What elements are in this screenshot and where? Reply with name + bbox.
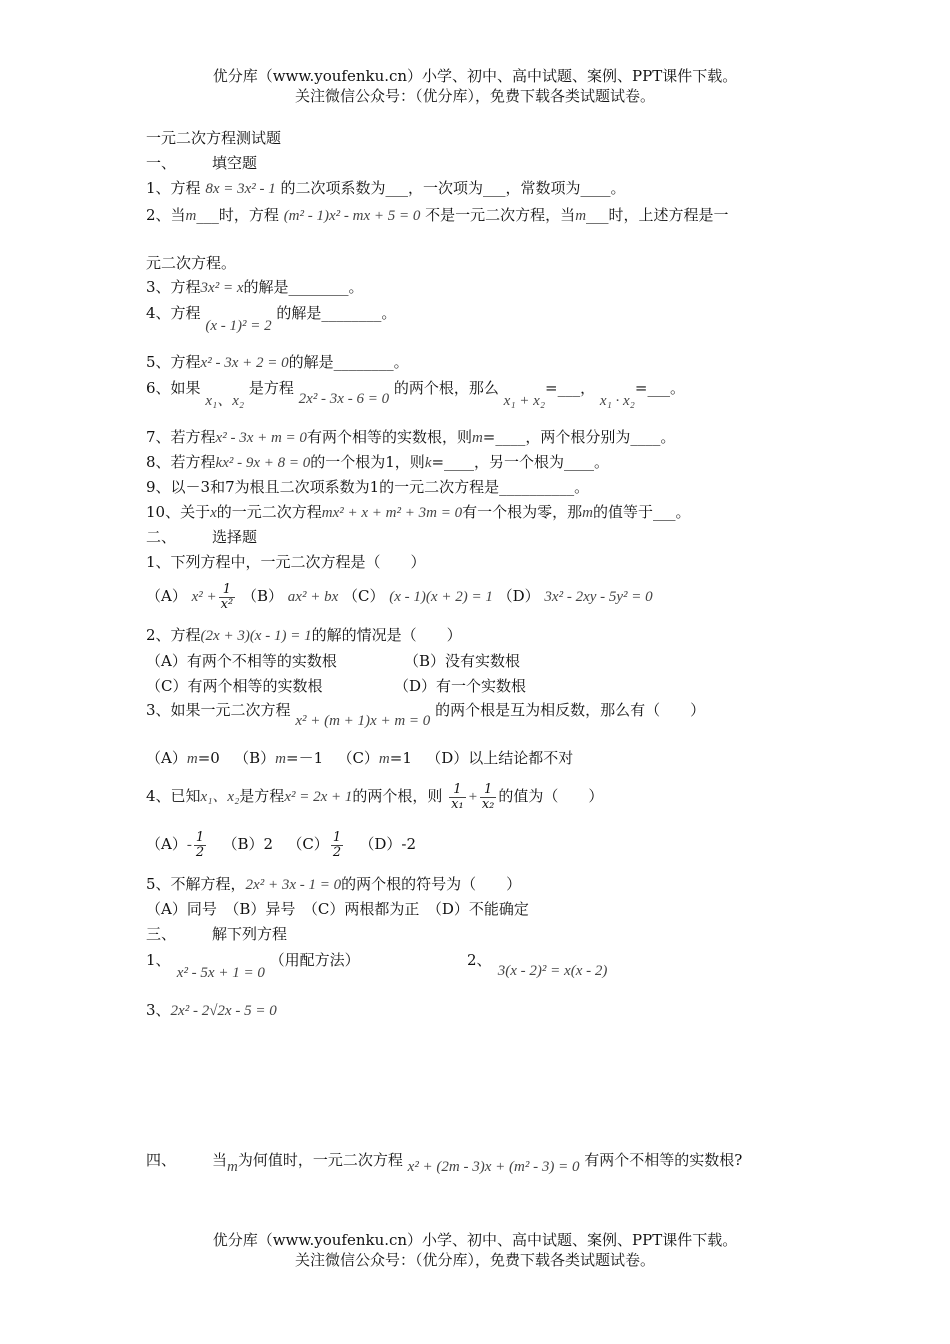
item-number: 3、 — [146, 1001, 171, 1019]
value: =1 — [389, 749, 412, 767]
choice-5-options: （A）同号 （B）异号 （C）两根都为正 （D）不能确定 — [146, 900, 529, 918]
text: 的一个根为1，则 — [310, 453, 425, 471]
numerator: 1 — [480, 783, 497, 798]
equation: 2x² - 2√2x - 5 = 0 — [170, 1003, 277, 1019]
text: 2、方程 — [146, 626, 201, 644]
equation: x² - 3x + m = 0 — [215, 430, 307, 446]
text: 的解是________。 — [288, 353, 409, 371]
equation: 2x² - 3x - 6 = 0 — [298, 391, 390, 407]
fraction — [480, 783, 497, 812]
text: 的一元二次方程 — [216, 503, 322, 521]
text: 有两个不相等的实数根? — [584, 1151, 743, 1169]
fraction — [449, 783, 466, 812]
solve-2 — [467, 950, 608, 979]
text: 8、若方程 — [146, 453, 216, 471]
variables: x₁、x₂ — [200, 789, 240, 805]
text: 有两个相等的实数根，则 — [306, 428, 472, 446]
denominator: x₂ — [481, 796, 495, 812]
question-1 — [146, 178, 626, 199]
choice-2-stem — [146, 625, 462, 646]
text: 有一个根为零，那 — [462, 503, 583, 521]
option-d: （D）以上结论都不对 — [426, 749, 574, 767]
question-5 — [146, 352, 409, 373]
variable: m — [275, 751, 286, 767]
option-d: （D）-2 — [359, 835, 417, 853]
text: ___时，上述方程是一 — [586, 206, 729, 224]
option-d: （D）有一个实数根 — [394, 677, 527, 695]
footer-line-1: 优分库（www.youfenku.cn）小学、初中、高中试题、案例、PPT课件下载。 — [212, 1231, 738, 1249]
fraction — [331, 831, 343, 860]
text: 7、若方程 — [146, 428, 216, 446]
text: ___时，方程 — [196, 206, 279, 224]
equation: x² + (m + 1)x + m = 0 — [295, 713, 431, 729]
choice-2-options-row-1 — [146, 651, 520, 671]
equation: x² - 5x + 1 = 0 — [176, 965, 265, 981]
question-9: 9、以－3和7为根且二次项系数为1的一元二次方程是__________。 — [146, 478, 590, 496]
numerator: 1 — [219, 583, 236, 598]
option-label: （C） — [287, 835, 329, 853]
choice-2-options-row-2 — [146, 676, 526, 696]
variable: x — [210, 505, 217, 521]
text: =___， — [545, 379, 596, 397]
section-label: 填空题 — [212, 154, 258, 172]
text: 当 — [212, 1151, 228, 1169]
text: =____，两个根分别为____。 — [482, 428, 676, 446]
header-line-1: 优分库（www.youfenku.cn）小学、初中、高中试题、案例、PPT课件下载。 — [212, 67, 738, 85]
question-6 — [146, 378, 685, 409]
plus-sign: + — [467, 789, 478, 805]
text: 4、方程 — [146, 304, 201, 322]
option-label: （A） — [146, 835, 187, 853]
method-note: （用配方法） — [269, 951, 360, 969]
header-line-2: 关注微信公众号：（优分库），免费下载各类试题试卷。 — [294, 87, 655, 105]
sum-expression: x₁ + x₂ — [503, 393, 546, 409]
equation: 3(x - 2)² = x(x - 2) — [497, 963, 608, 979]
option-label: （C） — [337, 749, 379, 767]
text: 的值等于___。 — [592, 503, 691, 521]
choice-5-stem — [146, 874, 521, 895]
text: 的两个根，那么 — [393, 379, 499, 397]
solve-3 — [146, 1000, 277, 1021]
fraction — [194, 831, 206, 860]
denominator: x₁ — [451, 796, 464, 812]
choice-1-options — [146, 578, 653, 615]
option-b: （B）2 — [222, 835, 274, 853]
minus-sign: - — [186, 837, 192, 853]
option-b-expression: ax² + bx — [287, 589, 339, 605]
equation: (2x + 3)(x - 1) = 1 — [200, 628, 312, 644]
text: 的解是________。 — [276, 304, 397, 322]
equation: (m² - 1)x² - mx + 5 = 0 — [283, 208, 421, 224]
option-label: （C） — [343, 587, 385, 605]
section-label: 解下列方程 — [212, 925, 288, 943]
text: 的值为（ ） — [498, 787, 604, 805]
equation: x² = 2x + 1 — [284, 789, 353, 805]
text: 2、当 — [146, 206, 186, 224]
choice-1-stem: 1、下列方程中，一元二次方程是（ ） — [146, 553, 426, 571]
choice-4-stem — [146, 776, 603, 817]
variables: x₁、x₂ — [205, 393, 245, 409]
solve-1 — [146, 950, 360, 981]
variable: m — [575, 208, 587, 224]
option-c: （C）有两个相等的实数根 — [146, 677, 323, 695]
choice-3-stem — [146, 700, 706, 729]
option-label: （D） — [497, 587, 540, 605]
text: 5、方程 — [146, 353, 201, 371]
text: 6、如果 — [146, 379, 201, 397]
variable: k — [424, 455, 432, 471]
text: 1、方程 — [146, 179, 201, 197]
equation: kx² - 9x + 8 = 0 — [215, 455, 311, 471]
option-label: （B） — [234, 749, 276, 767]
item-number: 1、 — [146, 951, 171, 969]
text: 的解是________。 — [243, 278, 364, 296]
variable: m — [186, 751, 198, 767]
option-d-expression: 3x² - 2xy - 5y² = 0 — [544, 589, 653, 605]
text: =___。 — [634, 379, 685, 397]
equation: 8x = 3x² - 1 — [205, 181, 276, 197]
choice-3-options — [146, 748, 573, 769]
value: =0 — [197, 749, 220, 767]
denominator: 2 — [332, 844, 342, 860]
text: 4、已知 — [146, 787, 201, 805]
page-title: 一元二次方程测试题 — [146, 129, 282, 147]
option-a: （A）有两个不相等的实数根 — [146, 652, 337, 670]
question-10 — [146, 502, 690, 523]
text: 为何值时，一元二次方程 — [237, 1151, 403, 1169]
text: =____，另一个根为____。 — [431, 453, 610, 471]
value: =－1 — [286, 749, 324, 767]
section-3-heading — [146, 924, 287, 944]
variable: m — [185, 208, 197, 224]
section-2-heading — [146, 527, 257, 547]
numerator: 1 — [332, 829, 342, 845]
equation: 2x² + 3x - 1 = 0 — [245, 877, 342, 893]
numerator: 1 — [195, 829, 205, 845]
text: 不是一元二次方程，当 — [425, 206, 576, 224]
footer-line-2: 关注微信公众号：（优分库），免费下载各类试题试卷。 — [294, 1251, 655, 1269]
equation: mx² + x + m² + 3m = 0 — [321, 505, 463, 521]
option-b: （B）没有实数根 — [404, 652, 521, 670]
question-4 — [146, 303, 397, 334]
option-label: （A） — [146, 749, 187, 767]
text: 的两个根是互为相反数，那么有（ ） — [435, 701, 706, 719]
text: 的两个根的符号为（ ） — [341, 875, 522, 893]
text: 是方程 — [248, 379, 294, 397]
option-label: （B） — [241, 587, 284, 605]
text: 的解的情况是（ ） — [311, 626, 462, 644]
denominator: 2 — [195, 844, 205, 860]
question-3 — [146, 277, 364, 298]
question-8 — [146, 452, 609, 473]
section-number: 一、 — [146, 154, 177, 172]
question-2 — [146, 205, 729, 226]
text: 的二次项系数为___，一次项为___，常数项为____。 — [280, 179, 626, 197]
option-label: （A） — [146, 587, 187, 605]
text: 的两个根，则 — [352, 787, 443, 805]
equation: (x - 1)² = 2 — [205, 318, 272, 334]
denominator: x² — [220, 596, 234, 612]
text: 10、关于 — [146, 503, 211, 521]
section-1-heading — [146, 153, 257, 173]
item-number: 2、 — [467, 951, 492, 969]
numerator: 1 — [449, 783, 466, 798]
section-number: 三、 — [146, 925, 177, 943]
variable: m — [582, 505, 593, 521]
equation: x² - 3x + 2 = 0 — [200, 355, 289, 371]
equation: x² + (2m - 3)x + (m² - 3) = 0 — [407, 1159, 580, 1175]
text: 是方程 — [239, 787, 285, 805]
choice-4-options — [146, 826, 416, 863]
section-label: 选择题 — [212, 528, 258, 546]
option-a-expression: x² + — [191, 589, 217, 605]
text: 3、如果一元二次方程 — [146, 701, 291, 719]
section-number: 二、 — [146, 528, 177, 546]
option-c-expression: (x - 1)(x + 2) = 1 — [389, 589, 493, 605]
question-2-continued: 元二次方程。 — [146, 254, 237, 272]
text: 5、不解方程， — [146, 875, 246, 893]
equation: 3x² = x — [200, 280, 244, 296]
question-7 — [146, 427, 675, 448]
variable: m — [471, 430, 483, 446]
section-4-question — [146, 1150, 743, 1175]
section-number: 四、 — [146, 1151, 177, 1169]
product-expression: x₁ · x₂ — [599, 393, 635, 409]
fraction — [219, 583, 236, 612]
text: 3、方程 — [146, 278, 201, 296]
variable: m — [378, 751, 390, 767]
variable: m — [227, 1159, 238, 1175]
